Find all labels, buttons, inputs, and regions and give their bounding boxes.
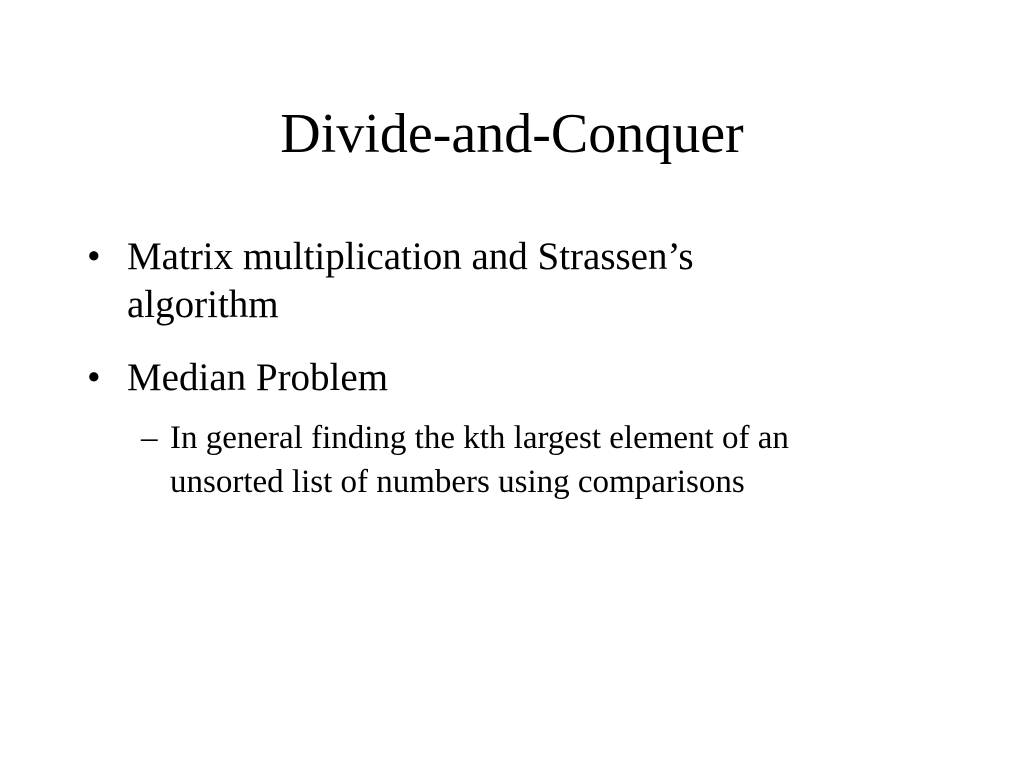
bullet-item-matrix bbox=[87, 233, 827, 329]
slide-title: Divide-and-Conquer bbox=[280, 103, 744, 165]
sub-bullet-item-kth-largest bbox=[141, 416, 970, 504]
bullet-marker: • bbox=[87, 356, 101, 399]
sub-bullet-marker: – bbox=[141, 420, 158, 456]
sub-bullet-line: In general finding the kth largest element of an bbox=[170, 420, 789, 456]
bullet-marker: • bbox=[87, 235, 101, 278]
bullet-item-median bbox=[87, 354, 827, 402]
sub-bullet-line: unsorted list of numbers using comparisons bbox=[170, 464, 745, 500]
bullet-line: Matrix multiplication and Strassen’s bbox=[127, 235, 694, 278]
bullet-line: Median Problem bbox=[127, 356, 389, 399]
bullet-line: algorithm bbox=[127, 283, 279, 326]
